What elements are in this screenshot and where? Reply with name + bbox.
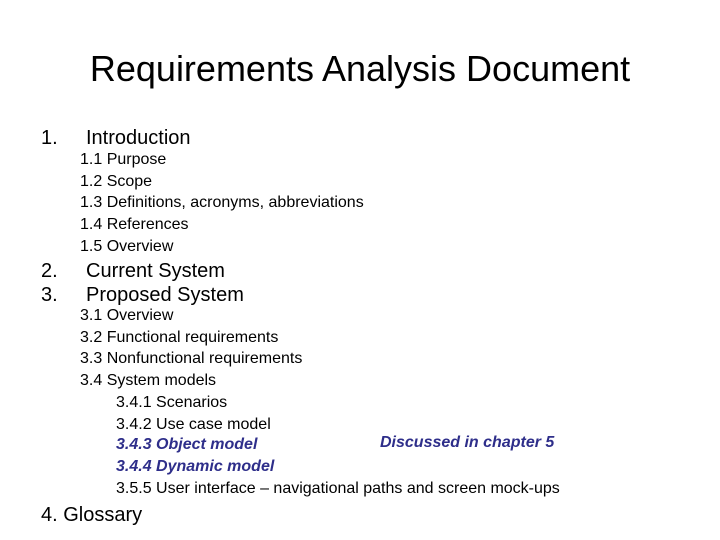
subsection-3-3: 3.3 Nonfunctional requirements bbox=[80, 350, 303, 367]
subsection-3-4-3: 3.4.3 Object model bbox=[116, 436, 258, 453]
subsection-1-4: 1.4 References bbox=[80, 216, 189, 233]
subsection-3-2: 3.2 Functional requirements bbox=[80, 329, 279, 346]
glossary-heading: 4. Glossary bbox=[41, 504, 143, 526]
subsection-3-1: 3.1 Overview bbox=[80, 307, 174, 324]
subsection-1-3: 1.3 Definitions, acronyms, abbreviations bbox=[80, 194, 364, 211]
section-3-number: 3. bbox=[41, 284, 58, 306]
subsection-3-4-2: 3.4.2 Use case model bbox=[116, 416, 271, 433]
subsection-1-1: 1.1 Purpose bbox=[80, 151, 167, 168]
subsection-3-4-4: 3.4.4 Dynamic model bbox=[116, 458, 275, 475]
page-title: Requirements Analysis Document bbox=[89, 48, 631, 89]
section-1-number: 1. bbox=[41, 127, 58, 149]
subsection-3-5-5: 3.5.5 User interface – navigational paths and screen mock-ups bbox=[116, 480, 560, 497]
subsection-3-4: 3.4 System models bbox=[80, 372, 217, 389]
section-2-label: Current System bbox=[86, 260, 225, 282]
subsection-3-4-1: 3.4.1 Scenarios bbox=[116, 394, 228, 411]
chapter-note: Discussed in chapter 5 bbox=[380, 434, 555, 451]
subsection-1-5: 1.5 Overview bbox=[80, 238, 174, 255]
section-2-number: 2. bbox=[41, 260, 58, 282]
section-1-label: Introduction bbox=[86, 127, 191, 149]
section-3-label: Proposed System bbox=[86, 284, 244, 306]
subsection-1-2: 1.2 Scope bbox=[80, 173, 153, 190]
